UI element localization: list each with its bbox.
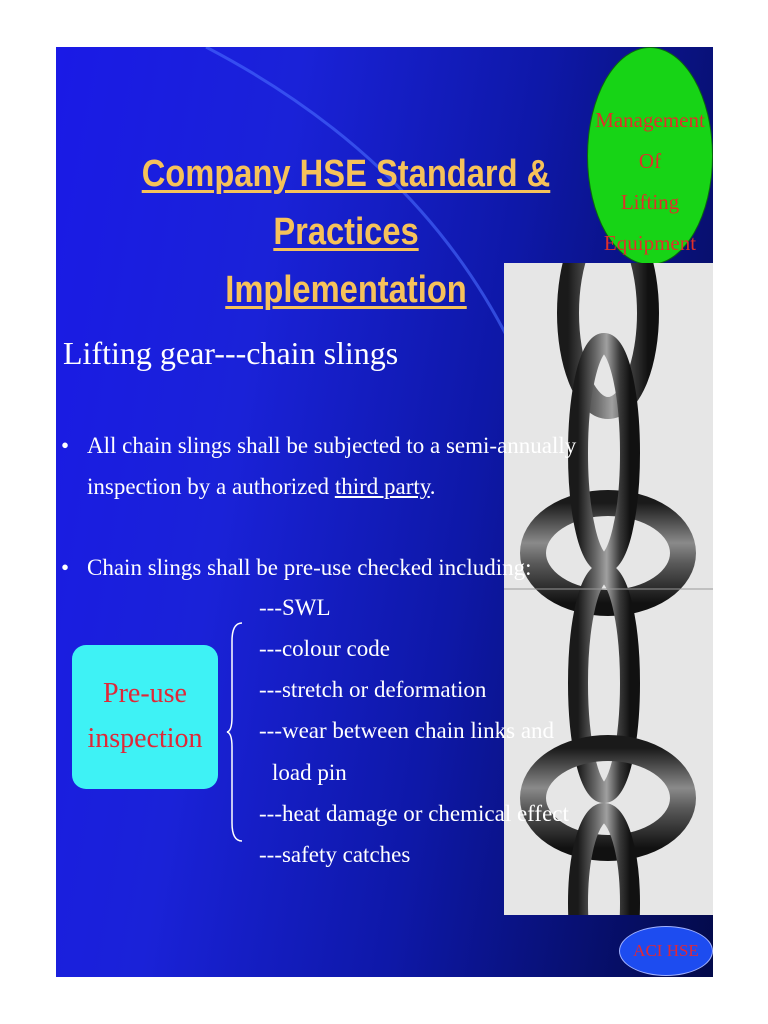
- badge-line: Of: [638, 149, 662, 173]
- management-badge: [587, 47, 713, 265]
- checklist-item: ---wear between chain links and: [259, 718, 555, 743]
- bullet-text: Chain slings shall be pre-use checked including:: [87, 555, 532, 580]
- bullet-symbol: •: [61, 433, 70, 458]
- bullet-symbol: •: [61, 555, 70, 580]
- badge-line: Management: [595, 108, 705, 132]
- checklist-item: ---safety catches: [259, 842, 411, 867]
- slide: [56, 47, 713, 977]
- checklist-item: ---SWL: [259, 595, 331, 620]
- checklist-item: ---colour code: [259, 636, 390, 661]
- bullet-line: All chain slings shall be subjected to a semi-annually: [87, 433, 577, 458]
- badge-line: Equipment: [603, 231, 697, 255]
- section-heading: Lifting gear---chain slings: [63, 335, 399, 371]
- bullet-text: [87, 425, 576, 507]
- title-line-1: Company HSE Standard & Practices: [141, 153, 551, 253]
- preuse-inspection-box: [72, 645, 218, 789]
- third-party-link: third party: [334, 474, 430, 499]
- footer-badge: ACI HSE: [619, 926, 713, 976]
- bullet-line-suffix: .: [429, 474, 436, 499]
- preuse-line: Pre-use: [103, 678, 187, 709]
- bullet-line-prefix: inspection by a authorized: [87, 474, 335, 499]
- title-line-2: Implementation: [225, 269, 467, 311]
- preuse-line: inspection: [87, 723, 203, 754]
- checklist-item: ---stretch or deformation: [259, 677, 487, 702]
- checklist-item: load pin: [272, 760, 347, 785]
- checklist-item: ---heat damage or chemical effect: [259, 801, 569, 826]
- brace-icon: [226, 621, 246, 843]
- badge-line: Lifting: [620, 190, 680, 214]
